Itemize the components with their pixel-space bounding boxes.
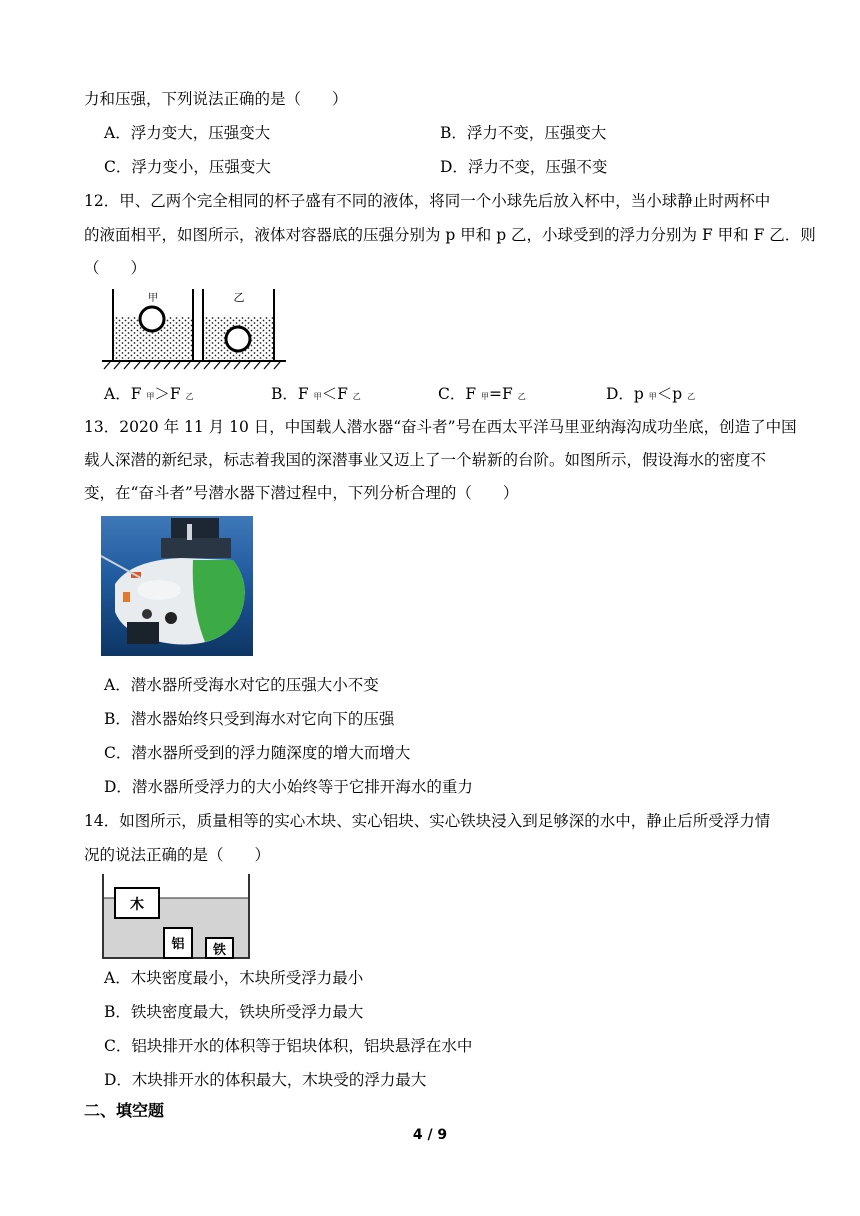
q14-option-a: A．木块密度最小，木块所受浮力最小	[104, 969, 364, 987]
q13-option-c: C．潜水器所受到的浮力随深度的增大而增大	[104, 744, 411, 762]
q12-stem-line2: 的液面相平，如图所示，液体对容器底的压强分别为 p 甲和 p 乙，小球受到的浮力分别为 F 甲和 F 乙．则	[84, 226, 816, 244]
cup-jia-label: 甲	[148, 293, 158, 304]
q12-two-cups-figure	[100, 284, 288, 370]
iron-label: 铁	[212, 943, 227, 958]
q13-option-a: A．潜水器所受海水对它的压强大小不变	[104, 676, 379, 694]
q13-option-b: B．潜水器始终只受到海水对它向下的压强	[104, 710, 395, 728]
q14-option-b: B．铁块密度最大，铁块所受浮力最大	[104, 1003, 364, 1021]
cup-yi-label: 乙	[233, 291, 245, 304]
q11-option-c: C．浮力变小，压强变大	[104, 158, 271, 176]
q13-option-d: D．潜水器所受浮力的大小始终等于它排开海水的重力	[104, 778, 473, 796]
q12-stem-line3: （ ）	[84, 259, 147, 277]
q12-stem-line1: 12．甲、乙两个完全相同的杯子盛有不同的液体，将同一个小球先后放入杯中，当小球静止时两杯中	[84, 192, 771, 210]
q11-option-a: A．浮力变大，压强变大	[104, 124, 271, 142]
ground-hatching	[104, 362, 280, 369]
q14-stem-line1: 14．如图所示，质量相等的实心木块、实心铝块、实心铁块浸入到足够深的水中，静止后所受浮力情	[84, 812, 771, 830]
q13-stem-line3: 变，在“奋斗者”号潜水器下潜过程中，下列分析合理的（ ）	[84, 484, 519, 502]
wood-label: 木	[130, 897, 144, 913]
aluminum-label: 铝	[171, 937, 185, 952]
q12-option-c: C．F 甲=F 乙	[438, 385, 526, 403]
q13-stem-line2: 载人深潜的新纪录，标志着我国的深潜事业又迈上了一个崭新的台阶。如图所示，假设海水的密度不	[84, 451, 767, 469]
q13-stem-line1: 13．2020 年 11 月 10 日，中国载人潜水器“奋斗者”号在西太平洋马里亚纳海沟成功坐底，创造了中国	[84, 418, 797, 436]
submersible-photo	[101, 516, 253, 656]
q12-option-b: B．F 甲＜F 乙	[271, 385, 361, 403]
q14-stem-line2: 况的说法正确的是（ ）	[84, 846, 271, 864]
q14-blocks-in-water-figure	[101, 874, 251, 960]
q14-option-d: D．木块排开水的体积最大，木块受的浮力最大	[104, 1071, 427, 1089]
section-heading-fill-in: 二、填空题	[84, 1101, 165, 1120]
q11-option-b: B．浮力不变，压强变大	[440, 124, 607, 142]
q14-option-c: C．铝块排开水的体积等于铝块体积，铝块悬浮在水中	[104, 1037, 473, 1055]
page-number: 4 / 9	[412, 1127, 448, 1143]
q11-stem: 力和压强，下列说法正确的是（ ）	[84, 90, 348, 108]
q12-option-a: A．F 甲＞F 乙	[104, 385, 194, 403]
ball-in-cup-yi	[226, 327, 250, 351]
q11-option-d: D．浮力不变，压强不变	[440, 158, 608, 176]
q12-option-d: D．p 甲＜p 乙	[606, 385, 696, 403]
ball-in-cup-jia	[140, 307, 164, 331]
